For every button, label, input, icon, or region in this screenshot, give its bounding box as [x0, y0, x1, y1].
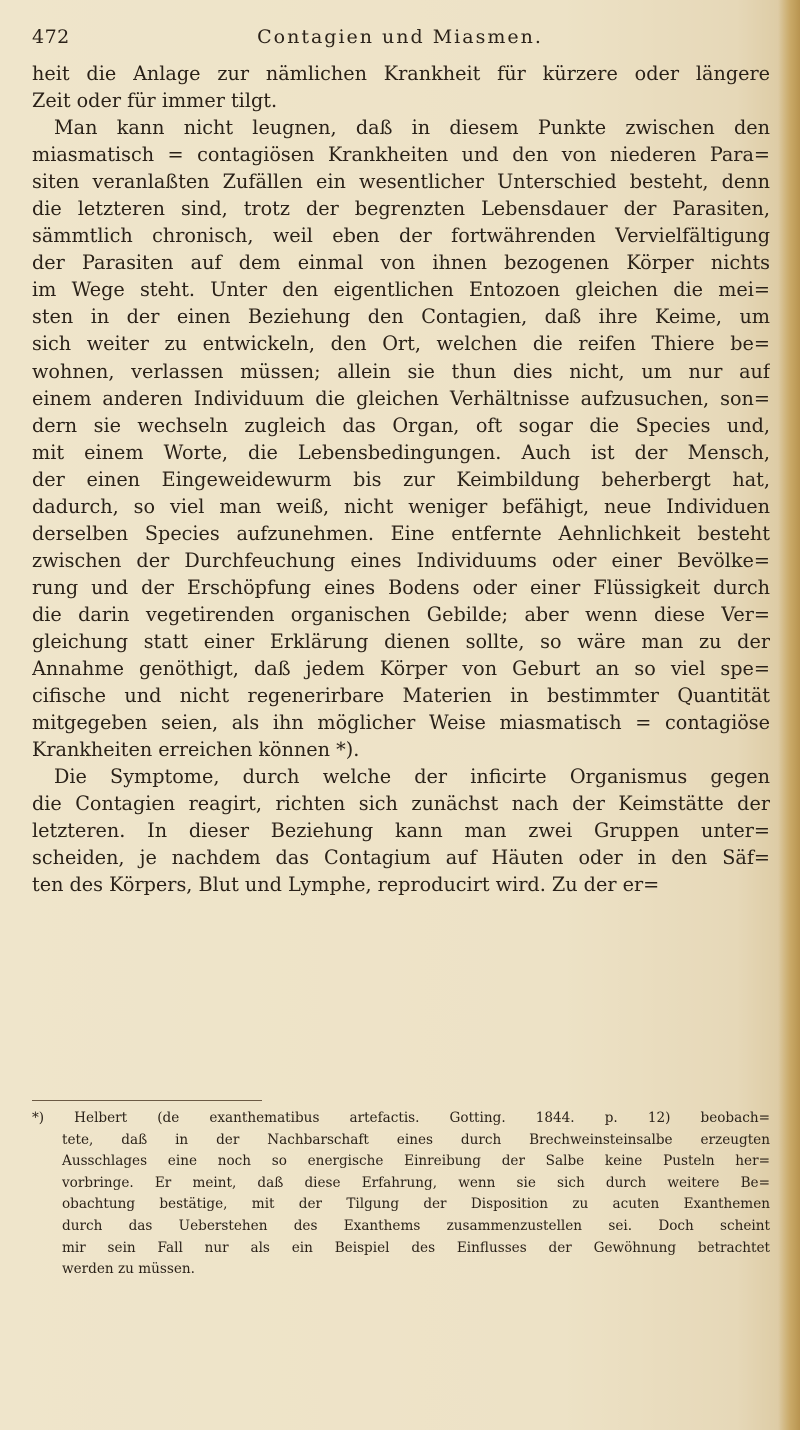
text-line: einem anderen Individuum die gleichen Verhältnisse aufzusuchen, son= — [32, 386, 770, 410]
text-line: heit die Anlage zur nämlichen Krankheit für kürzere oder längere — [32, 62, 770, 85]
text-line: rung und der Erschöpfung eines Bodens oder einer Flüssigkeit durch — [32, 575, 770, 599]
page-header — [32, 22, 768, 52]
text-line: derselben Species aufzunehmen. Eine entfernte Aehnlichkeit besteht — [32, 521, 770, 545]
footnote-line: obachtung bestätige, mit der Tilgung der Disposition zu acuten Exanthemen — [62, 1196, 770, 1213]
text-line: scheiden, je nachdem das Contagium auf Häuten oder in den Säf= — [32, 846, 770, 870]
footnote-line: mir sein Fall nur als ein Beispiel des Einflusses der Gewöhnung betrachtet — [62, 1239, 770, 1256]
text-line: Die Symptome, durch welche der inficirte Organismus gegen — [54, 765, 770, 789]
text-line: die letzteren sind, trotz der begrenzten Lebensdauer der Parasiten, — [32, 197, 770, 221]
page-number: 472 — [32, 26, 70, 48]
text-line: miasmatisch = contagiösen Krankheiten und den von niederen Para= — [32, 143, 770, 167]
page-edge — [778, 0, 800, 1430]
footnote-line: Ausschlages eine noch so energische Einreibung der Salbe keine Pusteln her= — [62, 1153, 770, 1170]
footnote-line: *) Helbert (de exanthematibus artefactis. Gotting. 1844. p. 12) beobach= — [32, 1110, 770, 1126]
text-line: sämmtlich chronisch, weil eben der fortwährenden Vervielfältigung — [32, 224, 770, 248]
text-line: wohnen, verlassen müssen; allein sie thun dies nicht, um nur auf — [32, 359, 770, 383]
text-line: Krankheiten erreichen können *). — [32, 738, 360, 762]
text-line: dern sie wechseln zugleich das Organ, oft sogar die Species und, — [32, 413, 770, 437]
running-title: Contagien und Miasmen. — [257, 26, 543, 48]
text-line: ten des Körpers, Blut und Lymphe, reproducirt wird. Zu der er= — [32, 873, 660, 897]
footnote-rule — [32, 1100, 262, 1101]
footnote-line: tete, daß in der Nachbarschaft eines durch Brechweinsteinsalbe erzeugten — [62, 1131, 770, 1148]
text-line: letzteren. In dieser Beziehung kann man zwei Gruppen unter= — [32, 819, 770, 843]
text-line: der Parasiten auf dem einmal von ihnen bezogenen Körper nichts — [32, 251, 770, 275]
text-line: die darin vegetirenden organischen Gebilde; aber wenn diese Ver= — [32, 602, 770, 626]
text-line: gleichung statt einer Erklärung dienen sollte, so wäre man zu der — [32, 629, 770, 653]
text-line: im Wege steht. Unter den eigentlichen Entozoen gleichen die mei= — [32, 278, 770, 302]
text-line: zwischen der Durchfeuchung eines Individuums oder einer Bevölke= — [32, 548, 770, 572]
body-text — [32, 60, 770, 898]
text-line: sich weiter zu entwickeln, den Ort, welchen die reifen Thiere be= — [32, 332, 770, 356]
footnote-line: vorbringe. Er meint, daß diese Erfahrung, wenn sie sich durch weitere Be= — [62, 1174, 770, 1191]
text-line: mit einem Worte, die Lebensbedingungen. Auch ist der Mensch, — [32, 440, 770, 464]
text-line: sten in der einen Beziehung den Contagien, daß ihre Keime, um — [32, 305, 770, 329]
text-line: der einen Eingeweidewurm bis zur Keimbildung beherbergt hat, — [32, 467, 770, 491]
text-line: Man kann nicht leugnen, daß in diesem Punkte zwischen den — [54, 116, 770, 140]
footnote-line: durch das Ueberstehen des Exanthems zusammenzustellen sei. Doch scheint — [62, 1217, 770, 1234]
text-line: Zeit oder für immer tilgt. — [32, 89, 278, 113]
text-line: mitgegeben seien, als ihn möglicher Weise miasmatisch = contagiöse — [32, 711, 770, 735]
text-line: die Contagien reagirt, richten sich zunächst nach der Keimstätte der — [32, 792, 770, 816]
text-line: siten veranlaßten Zufällen ein wesentlicher Unterschied besteht, denn — [32, 170, 770, 194]
text-line: Annahme genöthigt, daß jedem Körper von Geburt an so viel spe= — [32, 657, 770, 681]
footnote-line: werden zu müssen. — [62, 1261, 195, 1278]
footnotes — [32, 1108, 770, 1281]
text-line: cifische und nicht regenerirbare Materien in bestimmter Quantität — [32, 684, 770, 708]
text-line: dadurch, so viel man weiß, nicht weniger befähigt, neue Individuen — [32, 494, 770, 518]
